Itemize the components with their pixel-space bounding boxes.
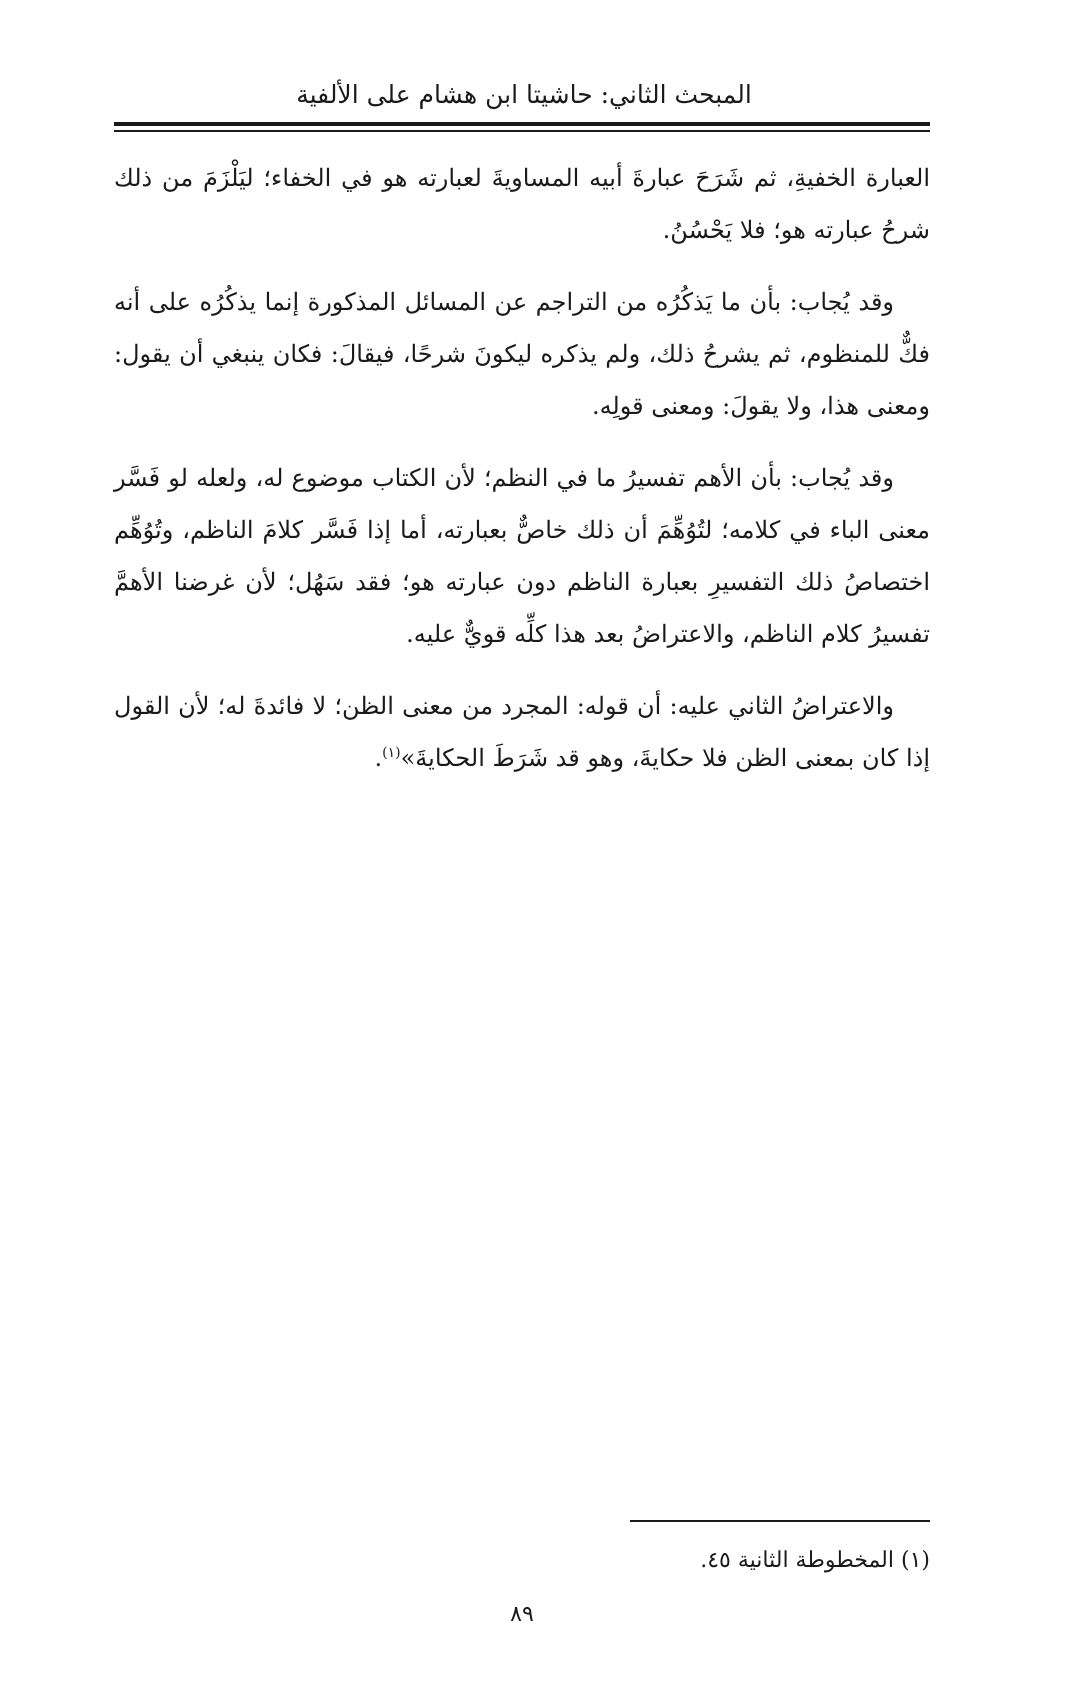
paragraph-4-text: والاعتراضُ الثاني عليه: أن قوله: المجرد من معنى الظن؛ لا فائدةَ له؛ لأن القول إذا كان بمعنى الظن فلا حكايةَ، وهو قد شَرَطَ الحكايةَ» [114, 692, 930, 772]
paragraph-1: العبارة الخفيةِ، ثم شَرَحَ عبارةَ أبيه المساويةَ لعبارته هو في الخفاء؛ ليَلْزَمَ من ذلك شرحُ عبارته هو؛ فلا يَحْسُنُ. [114, 164, 930, 244]
paragraph-3: وقد يُجاب: بأن الأهم تفسيرُ ما في النظم؛ لأن الكتاب موضوع له، ولعله لو فَسَّر معنى الباء في كلامه؛ لتُوُهِّمَ أن ذلك خاصٌّ بعبارته، أما إذا فَسَّر كلامَ الناظم، وتُوُهِّم اختصاصُ ذلك التفسيرِ بعبارة الناظم دون عبارته هو؛ فقد سَهُل؛ لأن غرضنا الأهمَّ تفسيرُ كلام الناظم، والاعتراضُ بعد هذا كلِّه قويٌّ عليه. [114, 464, 930, 648]
footnote: (١) المخطوطة الثانية ٤٥. [700, 1548, 930, 1573]
header-rule-thick [114, 122, 930, 126]
footnote-rule [630, 1520, 930, 1522]
body-text [114, 152, 930, 804]
header-rule-thin [114, 130, 930, 132]
page-number: ٨٩ [510, 1602, 534, 1627]
running-header: المبحث الثاني: حاشيتا ابن هشام على الألفية [296, 80, 752, 109]
paragraph-4: والاعتراضُ الثاني عليه: أن قوله: المجرد من معنى الظن؛ لا فائدةَ له؛ لأن القول إذا كان بمعنى الظن فلا حكايةَ، وهو قد شَرَطَ الحكايةَ»$^{(١)}$. [114, 692, 930, 772]
paragraph-2: وقد يُجاب: بأن ما يَذكُرُه من التراجم عن المسائل المذكورة إنما يذكُرُه على أنه فكٌّ للمنظوم، ثم يشرحُ ذلك، ولم يذكره ليكونَ شرحًا، فيقالَ: فكان ينبغي أن يقول: ومعنى هذا، ولا يقولَ: ومعنى قولِه. [114, 288, 931, 420]
footnote-reference: (١) [382, 745, 401, 761]
